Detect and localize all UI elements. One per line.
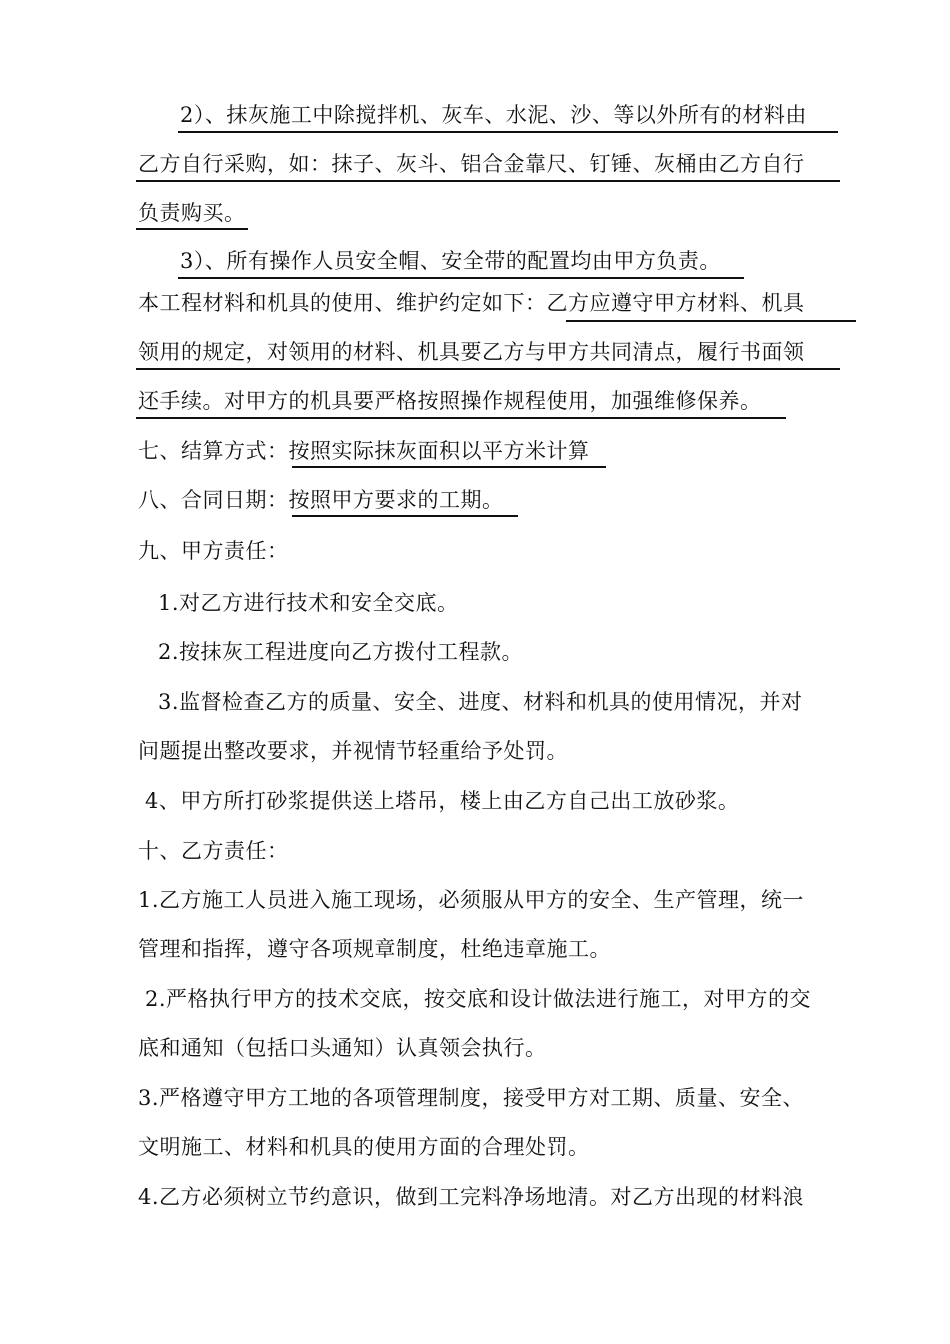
- text-line: 底和通知（包括口头通知）认真领会执行。: [138, 1036, 547, 1060]
- text-line: 还手续。对甲方的机具要严格按照操作规程使用，加强维修保养。: [138, 389, 762, 413]
- section-heading: 十、乙方责任：: [138, 839, 289, 863]
- underline: [292, 466, 606, 468]
- text-line: 问题提出整改要求，并视情节轻重给予处罚。: [138, 739, 568, 763]
- text-line: 领用的规定，对领用的材料、机具要乙方与甲方共同清点，履行书面领: [138, 340, 805, 364]
- text-line: 1.乙方施工人员进入施工现场，必须服从甲方的安全、生产管理，统一: [138, 888, 805, 912]
- text-line: 2.按抹灰工程进度向乙方拨付工程款。: [158, 640, 524, 664]
- text-line: 七、结算方式：按照实际抹灰面积以平方米计算: [138, 439, 590, 463]
- underline: [136, 368, 840, 370]
- underline: [136, 180, 840, 182]
- underline: [566, 320, 856, 322]
- text-line: 3）、所有操作人员安全帽、安全带的配置均由甲方负责。: [180, 249, 721, 273]
- text-line: 八、合同日期：按照甲方要求的工期。: [138, 488, 504, 512]
- text-line: 2.严格执行甲方的技术交底，按交底和设计做法进行施工，对甲方的交: [145, 987, 812, 1011]
- underline: [136, 417, 786, 419]
- text-line: 乙方自行采购，如：抹子、灰斗、铝合金靠尺、钉锤、灰桶由乙方自行: [138, 152, 805, 176]
- text-line: 4、甲方所打砂浆提供送上塔吊，楼上由乙方自己出工放砂浆。: [145, 789, 740, 813]
- underline: [292, 515, 518, 517]
- text-line: 1.对乙方进行技术和安全交底。: [158, 591, 459, 615]
- section-heading: 九、甲方责任：: [138, 539, 289, 563]
- text-line: 管理和指挥，遵守各项规章制度，杜绝违章施工。: [138, 937, 611, 961]
- underline: [178, 277, 744, 279]
- text-line: 2）、抹灰施工中除搅拌机、灰车、水泥、沙、等以外所有的材料由: [180, 103, 807, 127]
- text-line: 负责购买。: [138, 201, 246, 225]
- text-line: 3.监督检查乙方的质量、安全、进度、材料和机具的使用情况，并对: [158, 690, 803, 714]
- text-line: 3.严格遵守甲方工地的各项管理制度，接受甲方对工期、质量、安全、: [138, 1086, 805, 1110]
- underline: [178, 131, 838, 133]
- text-line: 本工程材料和机具的使用、维护约定如下：乙方应遵守甲方材料、机具: [138, 291, 805, 315]
- text-line: 4.乙方必须树立节约意识，做到工完料净场地清。对乙方出现的材料浪: [138, 1185, 805, 1209]
- text-line: 文明施工、材料和机具的使用方面的合理处罚。: [138, 1135, 590, 1159]
- underline: [136, 228, 248, 230]
